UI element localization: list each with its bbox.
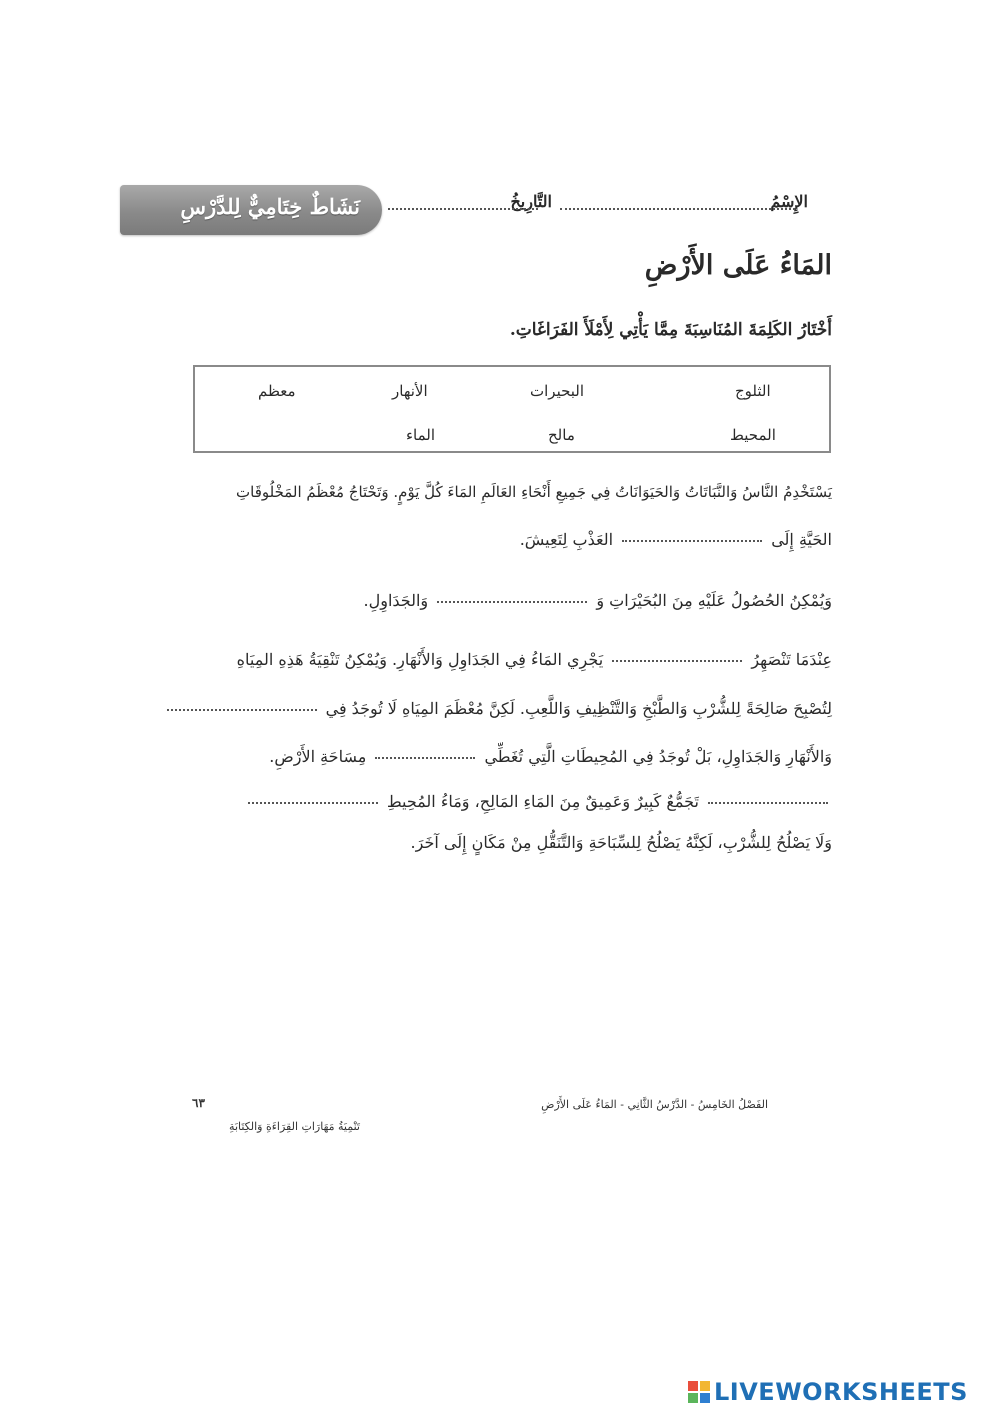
blank-input[interactable] bbox=[708, 802, 828, 804]
page-number: ٦٣ bbox=[192, 1096, 205, 1110]
passage-text: وَلَا يَصْلُحُ لِلشُّرْبِ، لَكِنَّهُ يَصْلُحُ لِلسِّبَاحَةِ وَالتَّنَقُّلِ مِنْ مَكَانٍ إِلَى آخَرَ. bbox=[410, 833, 832, 852]
liveworksheets-logo[interactable] bbox=[688, 1380, 968, 1404]
passage-text: وَيُمْكِنُ الحُصُولُ عَلَيْهِ مِنَ البُحَيْرَاتِ وَ bbox=[596, 591, 832, 610]
date-label: التَّارِيخُ bbox=[510, 192, 552, 211]
passage-line-8 bbox=[411, 833, 832, 852]
activity-banner bbox=[120, 185, 382, 235]
passage-line-5 bbox=[163, 699, 832, 718]
blank-input[interactable] bbox=[622, 540, 762, 542]
passage-line-4 bbox=[237, 650, 832, 669]
passage-line-2 bbox=[520, 530, 832, 549]
passage-text: عِنْدَمَا تَنْصَهِرُ bbox=[751, 650, 832, 669]
passage-line-1 bbox=[236, 483, 832, 501]
word-bank-item: المحيط bbox=[730, 426, 776, 444]
word-bank-item: مالح bbox=[548, 426, 575, 444]
passage-text: يَسْتَخْدِمُ النَّاسُ وَالنَّبَاتَاتُ وَالحَيَوَانَاتُ فِي جَمِيعِ أَنْحَاءِ العَالَمِ المَاءَ كُلَّ يَوْمٍ. وَتَحْتَاجُ مُعْظَمُ المَخْلُوقَاتِ bbox=[236, 483, 832, 501]
passage-text: تَجَمُّعٌ كَبِيرٌ وَعَمِيقٌ مِنَ المَاءِ المَالِحِ، وَمَاءُ المُحِيطِ bbox=[386, 792, 699, 811]
word-bank-item: البحيرات bbox=[530, 382, 585, 400]
passage-line-6 bbox=[269, 747, 832, 766]
word-bank-item: الثلوج bbox=[735, 382, 771, 400]
name-field[interactable] bbox=[560, 208, 795, 210]
passage-text: لِتُصْبِحَ صَالِحَةً لِلشُّرْبِ وَالطَّبْخِ وَالتَّنْظِيفِ وَاللَّعِبِ. لَكِنَّ مُعْظَمَ المِيَاهِ لَا تُوجَدُ فِي bbox=[325, 699, 832, 718]
liveworksheets-brand: LIVEWORKSHEETS bbox=[714, 1378, 968, 1406]
blank-input[interactable] bbox=[248, 802, 378, 804]
passage-text: يَجْرِي المَاءُ فِي الجَدَاوِلِ وَالأَنْهَارِ. وَيُمْكِنُ تَنْقِيَةُ هَذِهِ المِيَاهِ bbox=[236, 650, 604, 669]
word-bank-item: الماء bbox=[406, 426, 436, 444]
passage-text: الحَيَّةِ إِلَى bbox=[771, 530, 832, 549]
date-field[interactable] bbox=[388, 208, 538, 210]
passage-text: مِسَاحَةِ الأَرْضِ. bbox=[269, 747, 367, 766]
footer-chapter: الفَصْلُ الخَامِسُ - الدَّرْسُ الثَّانِي - المَاءُ عَلَى الأَرْضِ bbox=[541, 1098, 768, 1111]
liveworksheets-mark-icon bbox=[688, 1381, 710, 1403]
lesson-title: المَاءُ عَلَى الأَرْضِ bbox=[644, 250, 832, 281]
name-label: الإِسْمُ bbox=[770, 192, 808, 211]
blank-input[interactable] bbox=[375, 757, 475, 759]
passage-line-3 bbox=[364, 591, 833, 610]
banner-title: نَشَاطٌ خِتَامِيٌّ لِلدَّرْسِ bbox=[180, 194, 360, 219]
passage-text: وَالأَنْهَارِ وَالجَدَاوِلِ، بَلْ تُوجَدُ فِي المُحِيطَاتِ الَّتِي تُغَطِّي bbox=[484, 747, 832, 766]
instruction-text: أَخْتَارُ الكَلِمَةَ المُنَاسِبَةَ مِمَّا يَأْتِي لِأَمْلَأَ الفَرَاغَاتِ. bbox=[509, 320, 832, 340]
word-bank-item: الأنهار bbox=[392, 382, 428, 400]
passage-text: العَذْبِ لِتَعِيشَ. bbox=[519, 530, 614, 549]
blank-input[interactable] bbox=[167, 709, 317, 711]
blank-input[interactable] bbox=[612, 660, 742, 662]
footer-book: تَنْمِيَةُ مَهَارَاتِ القِرَاءَةِ وَالكِتَابَةِ bbox=[229, 1120, 360, 1133]
passage-text: وَالجَدَاوِلِ. bbox=[363, 591, 429, 610]
word-bank-item: معظم bbox=[258, 382, 296, 400]
passage-line-7 bbox=[244, 792, 832, 811]
blank-input[interactable] bbox=[437, 601, 587, 603]
